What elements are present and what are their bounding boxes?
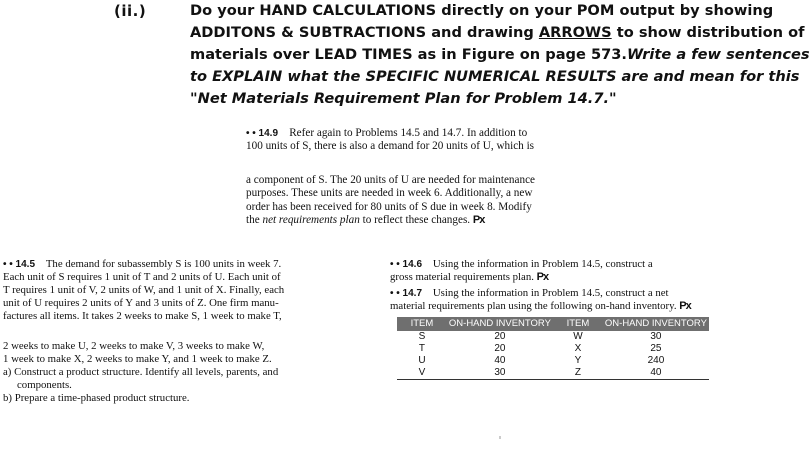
table-row	[397, 367, 709, 380]
p149-line-5: order has been received for 80 units of S due in week 8. Modify	[246, 200, 532, 213]
instruction-line-1: Do your HAND CALCULATIONS directly on your POM output by showing	[190, 2, 774, 19]
p145-line-5: factures all items. It takes 2 weeks to make S, 1 week to make T,	[3, 310, 282, 322]
table-cell: 240	[647, 355, 665, 366]
instruction-line-3a: materials over LEAD TIMES as in Figure on page 573.	[190, 46, 627, 63]
p145-line-7: 1 week to make X, 2 weeks to make Y, and 1 week to make Z.	[3, 353, 272, 365]
table-cell: S	[418, 331, 426, 342]
p145-line-6: 2 weeks to make U, 2 weeks to make V, 3 weeks to make W,	[3, 340, 265, 352]
table-cell: T	[418, 343, 425, 354]
instruction-line-5: "Net Materials Requirement Plan for Problem 14.7."	[190, 90, 617, 107]
scan-artifact	[499, 436, 501, 439]
table-cell: 40	[494, 355, 506, 366]
p149-text-1: Refer again to Problems 14.5 and 14.7. In addition to	[289, 127, 528, 139]
header-item-2: ITEM	[553, 317, 603, 331]
p149-line-6a: the	[246, 214, 263, 227]
table-cell: 20	[494, 343, 506, 354]
p146-line-1	[390, 258, 720, 271]
table-cell: W	[573, 331, 583, 342]
p145-line-2: Each unit of S requires 1 unit of T and 2 units of U. Each unit of	[3, 271, 281, 283]
p149-line-4: purposes. These units are needed in week 6. Additionally, a new	[246, 187, 533, 200]
table-row	[397, 331, 709, 343]
table-row	[397, 355, 709, 367]
p145-text-1: The demand for subassembly S is 100 units in week 7.	[45, 258, 282, 270]
p145-line-3: T requires 1 unit of V, 2 units of W, and 1 unit of X. Finally, each	[3, 284, 285, 296]
p146-text-2: gross material requirements plan.	[390, 271, 534, 283]
p146-text-1: Using the information in Problem 14.5, construct a	[432, 258, 653, 270]
table-cell: Z	[553, 367, 603, 380]
table-cell: X	[574, 343, 582, 354]
table-header-row	[397, 317, 709, 331]
p149-line-2: 100 units of S, there is also a demand for 20 units of U, which is	[246, 140, 535, 153]
instruction-line-3b: Write a few sentences	[626, 46, 810, 63]
problem-14-7	[390, 287, 725, 313]
p149-line-6	[246, 214, 576, 227]
problem-number: • • 14.5	[3, 259, 36, 270]
table-row	[397, 343, 709, 355]
p146-line-2	[390, 271, 720, 284]
p145-line-1	[3, 258, 359, 271]
p145-line-8: a) Construct a product structure. Identify all levels, parents, and	[3, 366, 279, 378]
problem-number: • • 14.6	[390, 259, 423, 270]
problem-14-6	[390, 258, 720, 284]
instruction-line-4: to EXPLAIN what the SPECIFIC NUMERICAL RESULTS are and mean for this	[190, 68, 800, 85]
assignment-instructions	[190, 0, 810, 110]
arrows-underlined: ARROWS	[538, 24, 612, 41]
problem-14-9-part2	[246, 174, 576, 228]
problem-14-5-part2	[3, 340, 359, 405]
instruction-line-2b: to show distribution of	[611, 24, 805, 41]
p147-line-1	[390, 287, 725, 300]
p149-line-1	[246, 127, 576, 140]
p149-line-6b: net requirements plan	[262, 214, 360, 227]
instruction-line-3	[190, 44, 810, 66]
header-item-1: ITEM	[397, 317, 447, 331]
problem-14-9-part1	[246, 127, 576, 154]
p147-line-2	[390, 300, 725, 313]
p147-text-2: material requirements plan using the following on-hand inventory.	[390, 300, 677, 312]
problem-14-5-part1	[3, 258, 359, 323]
header-inventory-2: ON-HAND INVENTORY	[603, 317, 709, 331]
table-cell: 30	[650, 331, 662, 342]
table-cell: U	[418, 355, 426, 366]
table-cell: Y	[574, 355, 582, 366]
table-cell: 25	[650, 343, 662, 354]
px-icon: Px	[679, 300, 691, 312]
p147-text-1: Using the information in Problem 14.5, construct a net	[432, 287, 669, 299]
section-label: (ii.)	[114, 2, 147, 20]
on-hand-inventory-table	[397, 317, 709, 380]
instruction-line-2a: ADDITONS & SUBTRACTIONS and drawing	[190, 24, 539, 41]
px-icon: Px	[472, 214, 485, 227]
table-cell: 40	[603, 367, 709, 380]
p149-line-6c: to reflect these changes.	[359, 214, 471, 227]
header-inventory-1: ON-HAND INVENTORY	[447, 317, 553, 331]
p145-line-10: b) Prepare a time-phased product structure.	[3, 392, 190, 404]
p145-line-4: unit of U requires 2 units of Y and 3 units of Z. One firm manu-	[3, 297, 279, 309]
problem-number: • • 14.7	[390, 288, 423, 299]
problem-number: • • 14.9	[246, 128, 279, 139]
table-cell: 20	[494, 331, 506, 342]
instruction-line-2	[190, 22, 805, 44]
p145-line-9: components.	[17, 379, 72, 391]
table-cell: V	[397, 367, 447, 380]
p149-line-3: a component of S. The 20 units of U are needed for maintenance	[246, 174, 536, 186]
table-cell: 30	[447, 367, 553, 380]
px-icon: Px	[536, 271, 549, 283]
